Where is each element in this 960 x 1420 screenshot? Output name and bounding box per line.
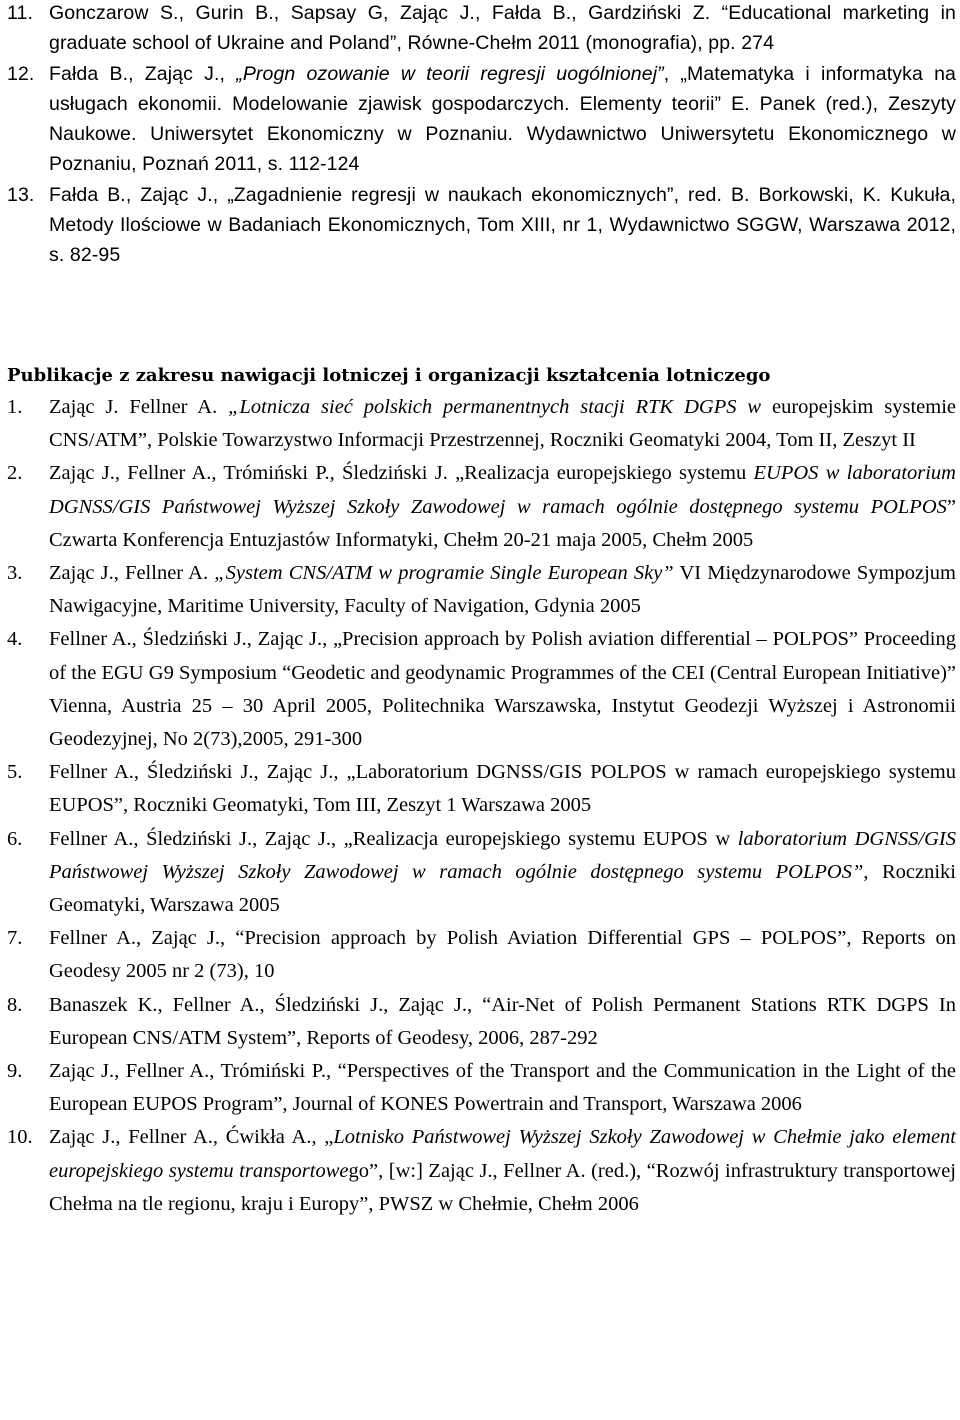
item-text: go”, [w:] Zając J., Fellner A. (red.), “Rozwój infrastruktury transportowej Chełma na tle regionu, kraju i Europy”, PWSZ w Chełmie, Chełm 2006 <box>49 1159 957 1215</box>
item-title: Lotnisko Państwowej Wyższej Szkoły Zawodowej w Chełmie jako element europejskiego systemu transportowe <box>49 1126 956 1182</box>
item-number: 10. <box>7 1126 33 1149</box>
item-text: Fałda B., Zając J., <box>49 62 237 85</box>
list-item <box>0 823 956 923</box>
list-item <box>0 1055 956 1121</box>
list-item <box>0 457 956 557</box>
item-title: laboratorium DGNSS/GIS Państwowej Wyższej Szkoły Zawodowej w ramach ogólnie dostępnego systemu POLPOS” <box>49 827 956 883</box>
publication-list-aviation <box>0 391 956 1221</box>
item-title: EUPOS w laboratorium DGNSS/GIS Państwowej Wyższej Szkoły Zawodowej w ramach ogólnie dostępnego systemu POLPOS <box>49 462 956 518</box>
list-item <box>0 59 956 180</box>
list-item <box>0 922 956 988</box>
section-heading: Publikacje z zakresu nawigacji lotniczej i organizacji kształcenia lotniczego <box>7 365 771 386</box>
list-item <box>0 989 956 1055</box>
item-text: ” Czwarta Konferencja Entuzjastów Informatyki, Chełm 20-21 maja 2005, Chełm 2005 <box>49 495 956 551</box>
list-item <box>0 557 956 623</box>
item-number: 12. <box>7 62 35 85</box>
item-text: europejskim systemie CNS/ATM”, Polskie Towarzystwo Informacji Przestrzennej, Roczniki Geomatyki 2004, Tom II, Zeszyt II <box>49 396 956 452</box>
list-item <box>0 1121 956 1221</box>
item-number: 5. <box>7 761 23 784</box>
item-title: „Progn ozowanie w teorii regresji uogólnionej” <box>236 62 664 85</box>
item-title: „Lotnicza sieć polskich permanentnych stacji RTK DGPS w <box>228 396 762 418</box>
item-text: Fellner A., Zając J., “Precision approach by Polish Aviation Differential GPS – POLPOS”, Reports on Geodesy 2005 nr 2 (73), 10 <box>49 927 956 983</box>
publication-list-economics <box>0 0 956 271</box>
item-text: Fellner A., Śledziński J., Zając J., „Laboratorium DGNSS/GIS POLPOS w ramach europejskiego systemu EUPOS”, Roczniki Geomatyki, Tom III, Zeszyt 1 Warszawa 2005 <box>49 761 956 817</box>
item-number: 1. <box>7 396 23 418</box>
item-text: Fellner A., Śledziński J., Zając J., „Precision approach by Polish aviation differential – POLPOS” Proceeding of the EGU G9 Symposium “Geodetic and geodynamic Programmes of the CEI (Central European Initiative)” Vienna, Austria 25 – 30 April 2005, Politechnika Warszawska, Instytut Geodezji Wyższej i Astronomii Geodezyjnej, No 2(73),2005, 291-300 <box>49 628 956 751</box>
item-number: 6. <box>7 827 23 850</box>
item-number: 11. <box>7 2 33 24</box>
item-text: Fałda B., Zając J., „Zagadnienie regresji w naukach ekonomicznych”, red. B. Borkowski, K. Kukuła, Metody Ilościowe w Badaniach Ekonomicznych, Tom XIII, nr 1, Wydawnictwo SGGW, Warszawa 2012, s. 82-95 <box>49 183 956 267</box>
item-text: Zając J., Fellner A. <box>49 562 215 585</box>
item-text: Zając J. Fellner A. <box>49 396 229 418</box>
item-text: Gonczarow S., Gurin B., Sapsay G, Zając J., Fałda B., Gardziński Z. “Educational marketing in graduate school of Ukraine and Poland”, Równe-Chełm 2011 (monografia), pp. 274 <box>49 2 956 55</box>
item-number: 3. <box>7 562 23 585</box>
item-number: 7. <box>7 927 23 950</box>
list-item <box>0 0 956 59</box>
item-text: Zając J., Fellner A., Trómiński P., “Perspectives of the Transport and the Communication in the Light of the European EUPOS Program”, Journal of KONES Powertrain and Transport, Warszawa 2006 <box>49 1060 956 1116</box>
item-text: Zając J., Fellner A., Trómiński P., Śledziński J. „Realizacja europejskiego systemu <box>49 462 754 485</box>
list-item <box>0 391 956 457</box>
item-number: 8. <box>7 993 23 1016</box>
item-text: Zając J., Fellner A., Ćwikła A., „ <box>49 1126 334 1149</box>
list-item <box>0 756 956 822</box>
item-number: 4. <box>7 628 23 651</box>
list-item <box>0 180 956 271</box>
item-text: Banaszek K., Fellner A., Śledziński J., Zając J., “Air-Net of Polish Permanent Stations RTK DGPS In European CNS/ATM System”, Reports of Geodesy, 2006, 287-292 <box>49 993 956 1049</box>
item-number: 13. <box>7 183 35 206</box>
item-title: „System CNS/ATM w programie Single European Sky” <box>214 562 674 585</box>
list-item <box>0 623 956 756</box>
item-text: Fellner A., Śledziński J., Zając J., „Realizacja europejskiego systemu EUPOS w <box>49 827 738 850</box>
item-number: 9. <box>7 1060 23 1083</box>
item-text: VI Międzynarodowe Sympozjum Nawigacyjne, Maritime University, Faculty of Navigation, Gdynia 2005 <box>49 562 956 618</box>
item-text: , „Matematyka i informatyka na usługach ekonomii. Modelowanie zjawisk gospodarczych. Elementy teorii” E. Panek (red.), Zeszyty Naukowe. Uniwersytet Ekonomiczny w Poznaniu. Wydawnictwo Uniwersytetu Ekonomicznego w Poznaniu, Poznań 2011, s. 112-124 <box>49 62 956 176</box>
item-number: 2. <box>7 462 23 485</box>
item-text: , Roczniki Geomatyki, Warszawa 2005 <box>49 860 957 917</box>
